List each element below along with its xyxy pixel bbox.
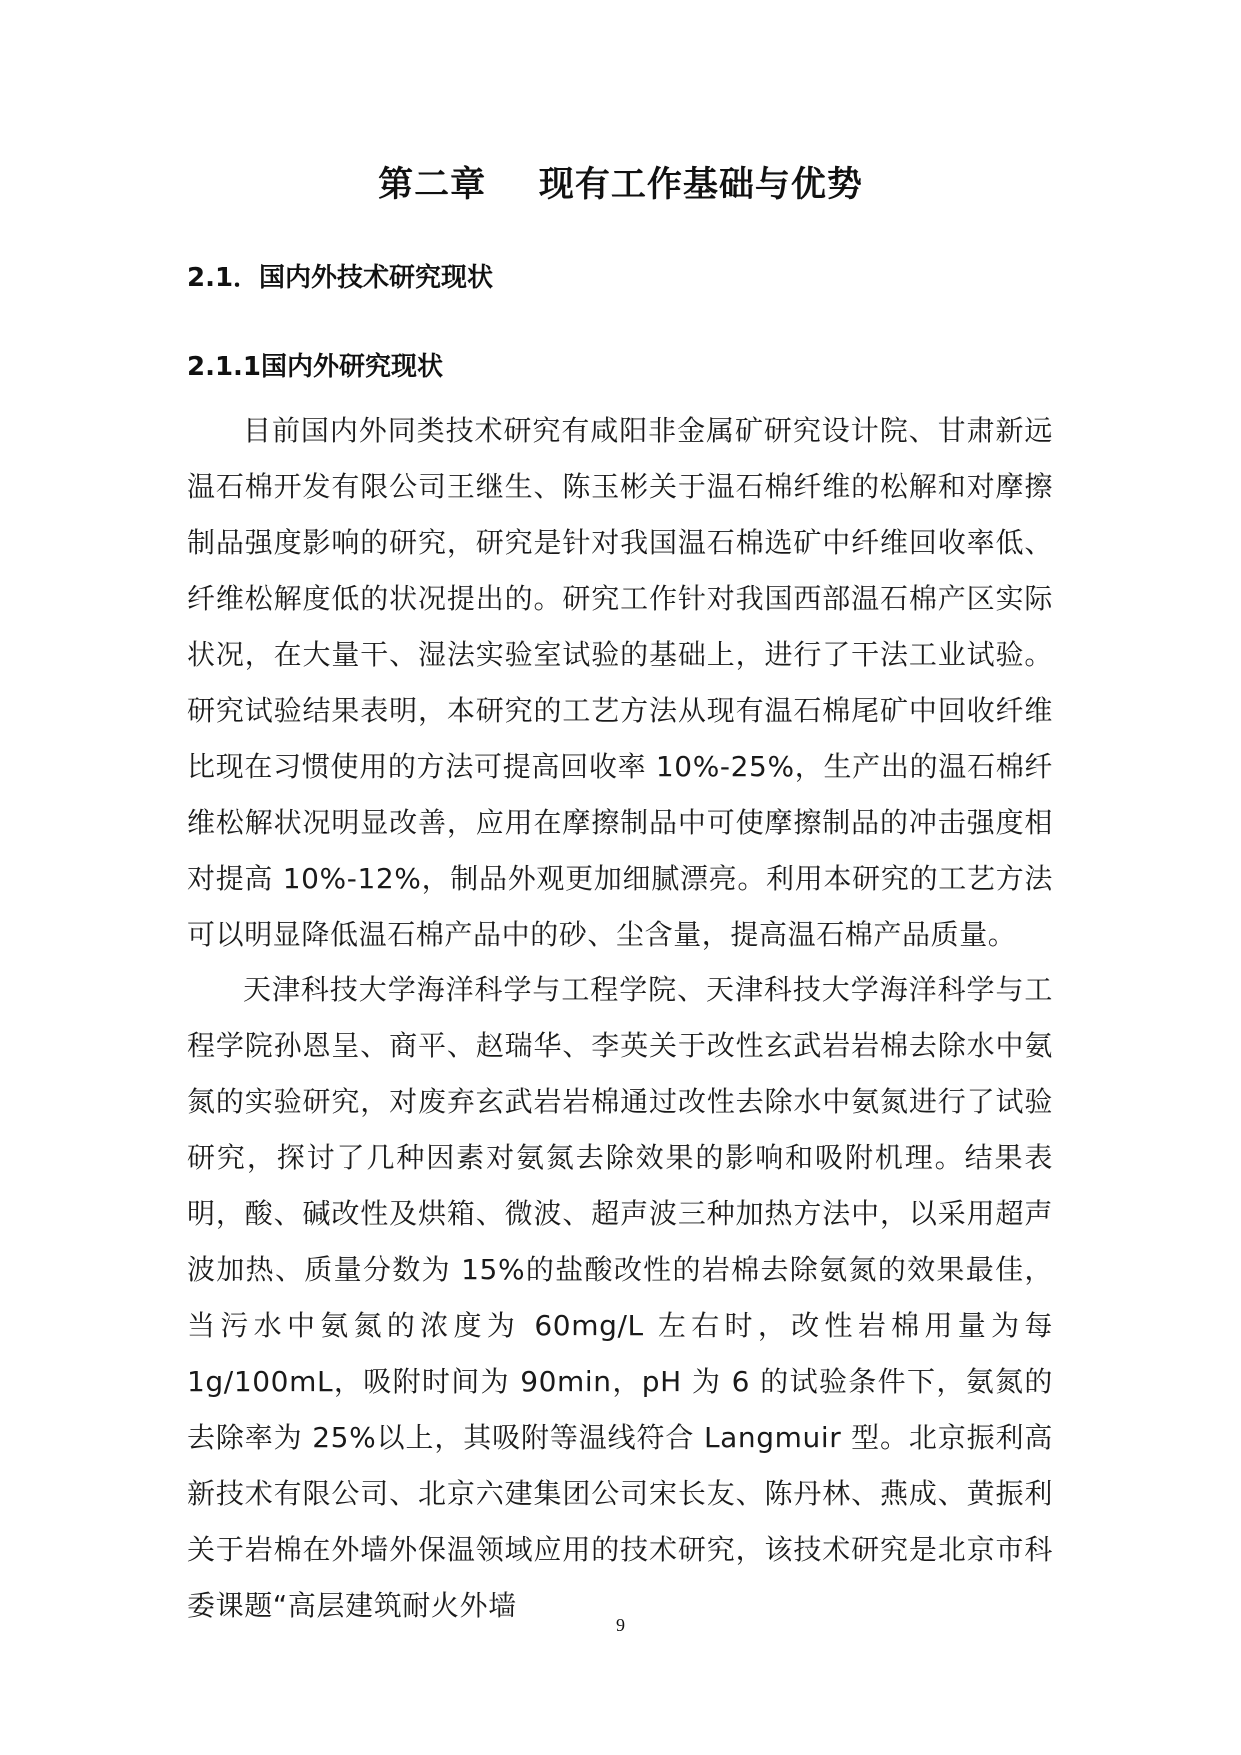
body-paragraph: 目前国内外同类技术研究有咸阳非金属矿研究设计院、甘肃新远温石棉开发有限公司王继生、陈玉彬关于温石棉纤维的松解和对摩擦制品强度影响的研究，研究是针对我国温石棉选矿中纤维回收率低、纤维松解度低的状况提出的。研究工作针对我国西部温石棉产区实际状况，在大量干、湿法实验室试验的基础上，进行了干法工业试验。研究试验结果表明，本研究的工艺方法从现有温石棉尾矿中回收纤维比现在习惯使用的方法可提高回收率 10%-25%，生产出的温石棉纤维松解状况明显改善，应用在摩擦制品中可使摩擦制品的冲击强度相对提高 10%-12%，制品外观更加细腻漂亮。利用本研究的工艺方法可以明显降低温石棉产品中的砂、尘含量，提高温石棉产品质量。: [187, 414, 1053, 951]
subsection-title: 2.1.1国内外研究现状: [187, 352, 444, 382]
body-paragraph: 天津科技大学海洋科学与工程学院、天津科技大学海洋科学与工程学院孙恩呈、商平、赵瑞华、李英关于改性玄武岩岩棉去除水中氨氮的实验研究，对废弃玄武岩岩棉通过改性去除水中氨氮进行了试验研究，探讨了几种因素对氨氮去除效果的影响和吸附机理。结果表明，酸、碱改性及烘箱、微波、超声波三种加热方法中，以采用超声波加热、质量分数为 15%的盐酸改性的岩棉去除氨氮的效果最佳，当污水中氨氮的浓度为 60mg/L 左右时，改性岩棉用量为每 1g/100mL，吸附时间为 90min，pH 为 6 的试验条件下，氨氮的去除率为 25%以上，其吸附等温线符合 Langmuir 型。北京振利高新技术有限公司、北京六建集团公司宋长友、陈丹林、燕成、黄振利关于岩棉在外墙外保温领域应用的技术研究，该技术研究是北京市科委课题“高层建筑耐火外墙: [187, 973, 1053, 1622]
section-title: 2.1．国内外技术研究现状: [187, 263, 494, 293]
chapter-title: 第二章 现有工作基础与优势: [378, 165, 863, 205]
page-number: 9: [616, 1615, 625, 1635]
